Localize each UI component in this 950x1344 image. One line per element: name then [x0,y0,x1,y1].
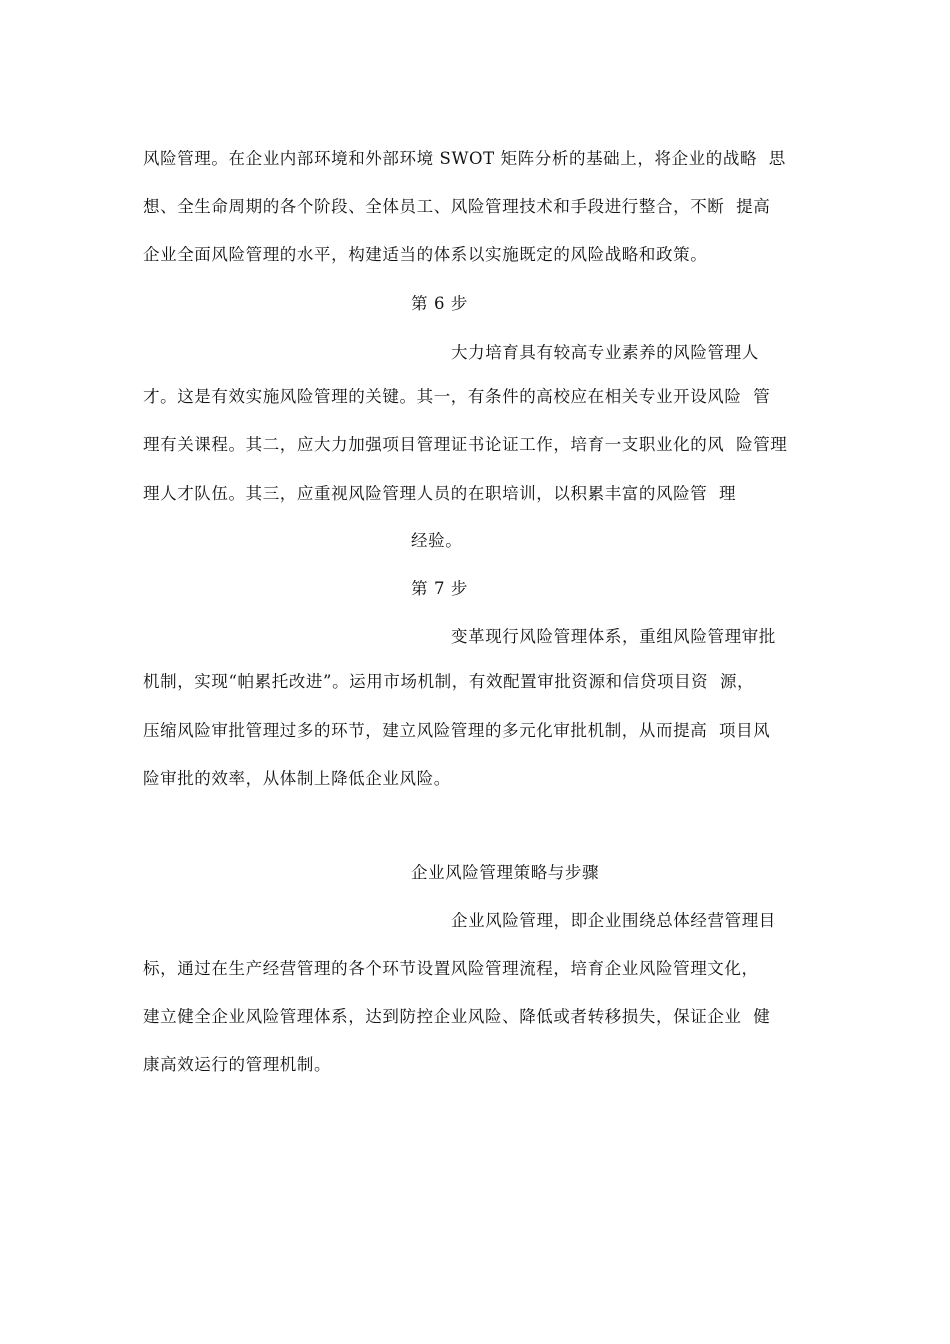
paragraph-line: 理有关课程。其二，应大力加强项目管理证书论证工作，培育一支职业化的风 险管理 [143,435,788,454]
paragraph-line: 才。这是有效实施风险管理的关键。其一，有条件的高校应在相关专业开设风险 管 [143,387,771,406]
step-6-heading: 第 6 步 [411,294,468,313]
paragraph-line: 风险管理。在企业内部环境和外部环境 SWOT 矩阵分析的基础上，将企业的战略 思 [143,149,786,168]
paragraph-line: 理人才队伍。其三，应重视风险管理人员的在职培训，以积累丰富的风险管 理 [143,484,737,503]
paragraph-line: 险审批的效率，从体制上降低企业风险。 [143,769,451,788]
paragraph-line: 经验。 [411,531,463,550]
paragraph-line: 压缩风险审批管理过多的环节，建立风险管理的多元化审批机制，从而提高 项目风 [143,721,771,740]
paragraph-line: 标，通过在生产经营管理的各个环节设置风险管理流程，培育企业风险管理文化， [143,959,759,978]
step-7-heading: 第 7 步 [411,579,468,598]
paragraph-line: 想、全生命周期的各个阶段、全体员工、风险管理技术和手段进行整合，不断 提高 [143,197,771,216]
paragraph-line: 变革现行风险管理体系，重组风险管理审批 [451,627,776,646]
paragraph-line: 机制，实现“帕累托改进”。运用市场机制，有效配置审批资源和信贷项目资 源， [143,672,755,691]
paragraph-line: 康高效运行的管理机制。 [143,1055,332,1074]
paragraph-line: 企业全面风险管理的水平，构建适当的体系以实施既定的风险战略和政策。 [143,245,708,264]
paragraph-line: 建立健全企业风险管理体系，达到防控企业风险、降低或者转移损失，保证企业 健 [143,1007,771,1026]
section-title: 企业风险管理策略与步骤 [411,863,600,882]
paragraph-line: 企业风险管理，即企业围绕总体经营管理目 [451,911,776,930]
paragraph-line: 大力培育具有较高专业素养的风险管理人 [451,343,759,362]
